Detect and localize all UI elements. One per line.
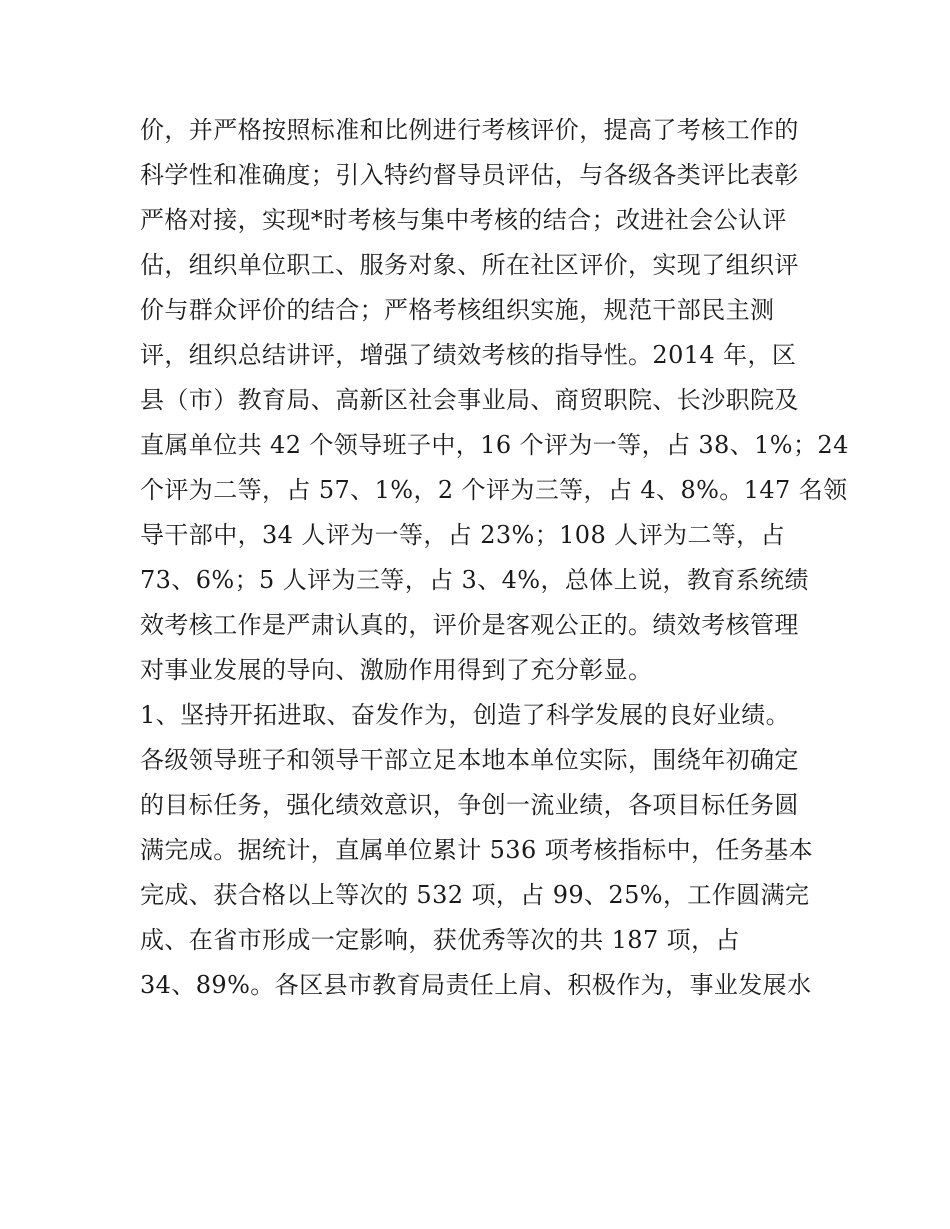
text-line-15: 各级领导班子和领导干部立足本地本单位实际，围绕年初确定	[140, 746, 799, 774]
text-line-3: 严格对接，实现*时考核与集中考核的结合；改进社会公认评	[140, 206, 787, 234]
text-line-16: 的目标任务，强化绩效意识，争创一流业绩，各项目标任务圆	[140, 791, 799, 819]
text-line-10: 导干部中，34 人评为一等，占 23%；108 人评为二等，占	[140, 521, 785, 549]
text-line-20: 34、89%。各区县市教育局责任上肩、积极作为，事业发展水	[140, 971, 812, 999]
text-line-8: 直属单位共 42 个领导班子中，16 个评为一等，占 38、1%；24	[140, 431, 849, 459]
text-line-13: 对事业发展的导向、激励作用得到了充分彰显。	[140, 656, 653, 684]
text-line-6: 评，组织总结讲评，增强了绩效考核的指导性。2014 年，区	[140, 341, 797, 369]
text-line-12: 效考核工作是严肃认真的，评价是客观公正的。绩效考核管理	[140, 611, 799, 639]
text-line-11: 73、6%；5 人评为三等，占 3、4%，总体上说，教育系统绩	[140, 566, 809, 594]
text-line-4: 估，组织单位职工、服务对象、所在社区评价，实现了组织评	[140, 251, 799, 279]
text-line-5: 价与群众评价的结合；严格考核组织实施，规范干部民主测	[140, 296, 775, 324]
text-line-19: 成、在省市形成一定影响，获优秀等次的共 187 项，占	[140, 926, 740, 954]
text-line-9: 个评为二等，占 57、1%，2 个评为三等，占 4、8%。147 名领	[140, 476, 848, 504]
text-line-17: 满完成。据统计，直属单位累计 536 项考核指标中，任务基本	[140, 836, 814, 864]
text-line-1: 价，并严格按照标准和比例进行考核评价，提高了考核工作的	[140, 116, 799, 144]
text-line-7: 县（市）教育局、高新区社会事业局、商贸职院、长沙职院及	[140, 386, 799, 414]
body-text	[140, 108, 849, 1008]
text-line-18: 完成、获合格以上等次的 532 项，占 99、25%，工作圆满完	[140, 881, 810, 909]
text-line-14: 1、坚持开拓进取、奋发作为，创造了科学发展的良好业绩。	[140, 701, 791, 729]
text-line-2: 科学性和准确度；引入特约督导员评估，与各级各类评比表彰	[140, 161, 799, 189]
